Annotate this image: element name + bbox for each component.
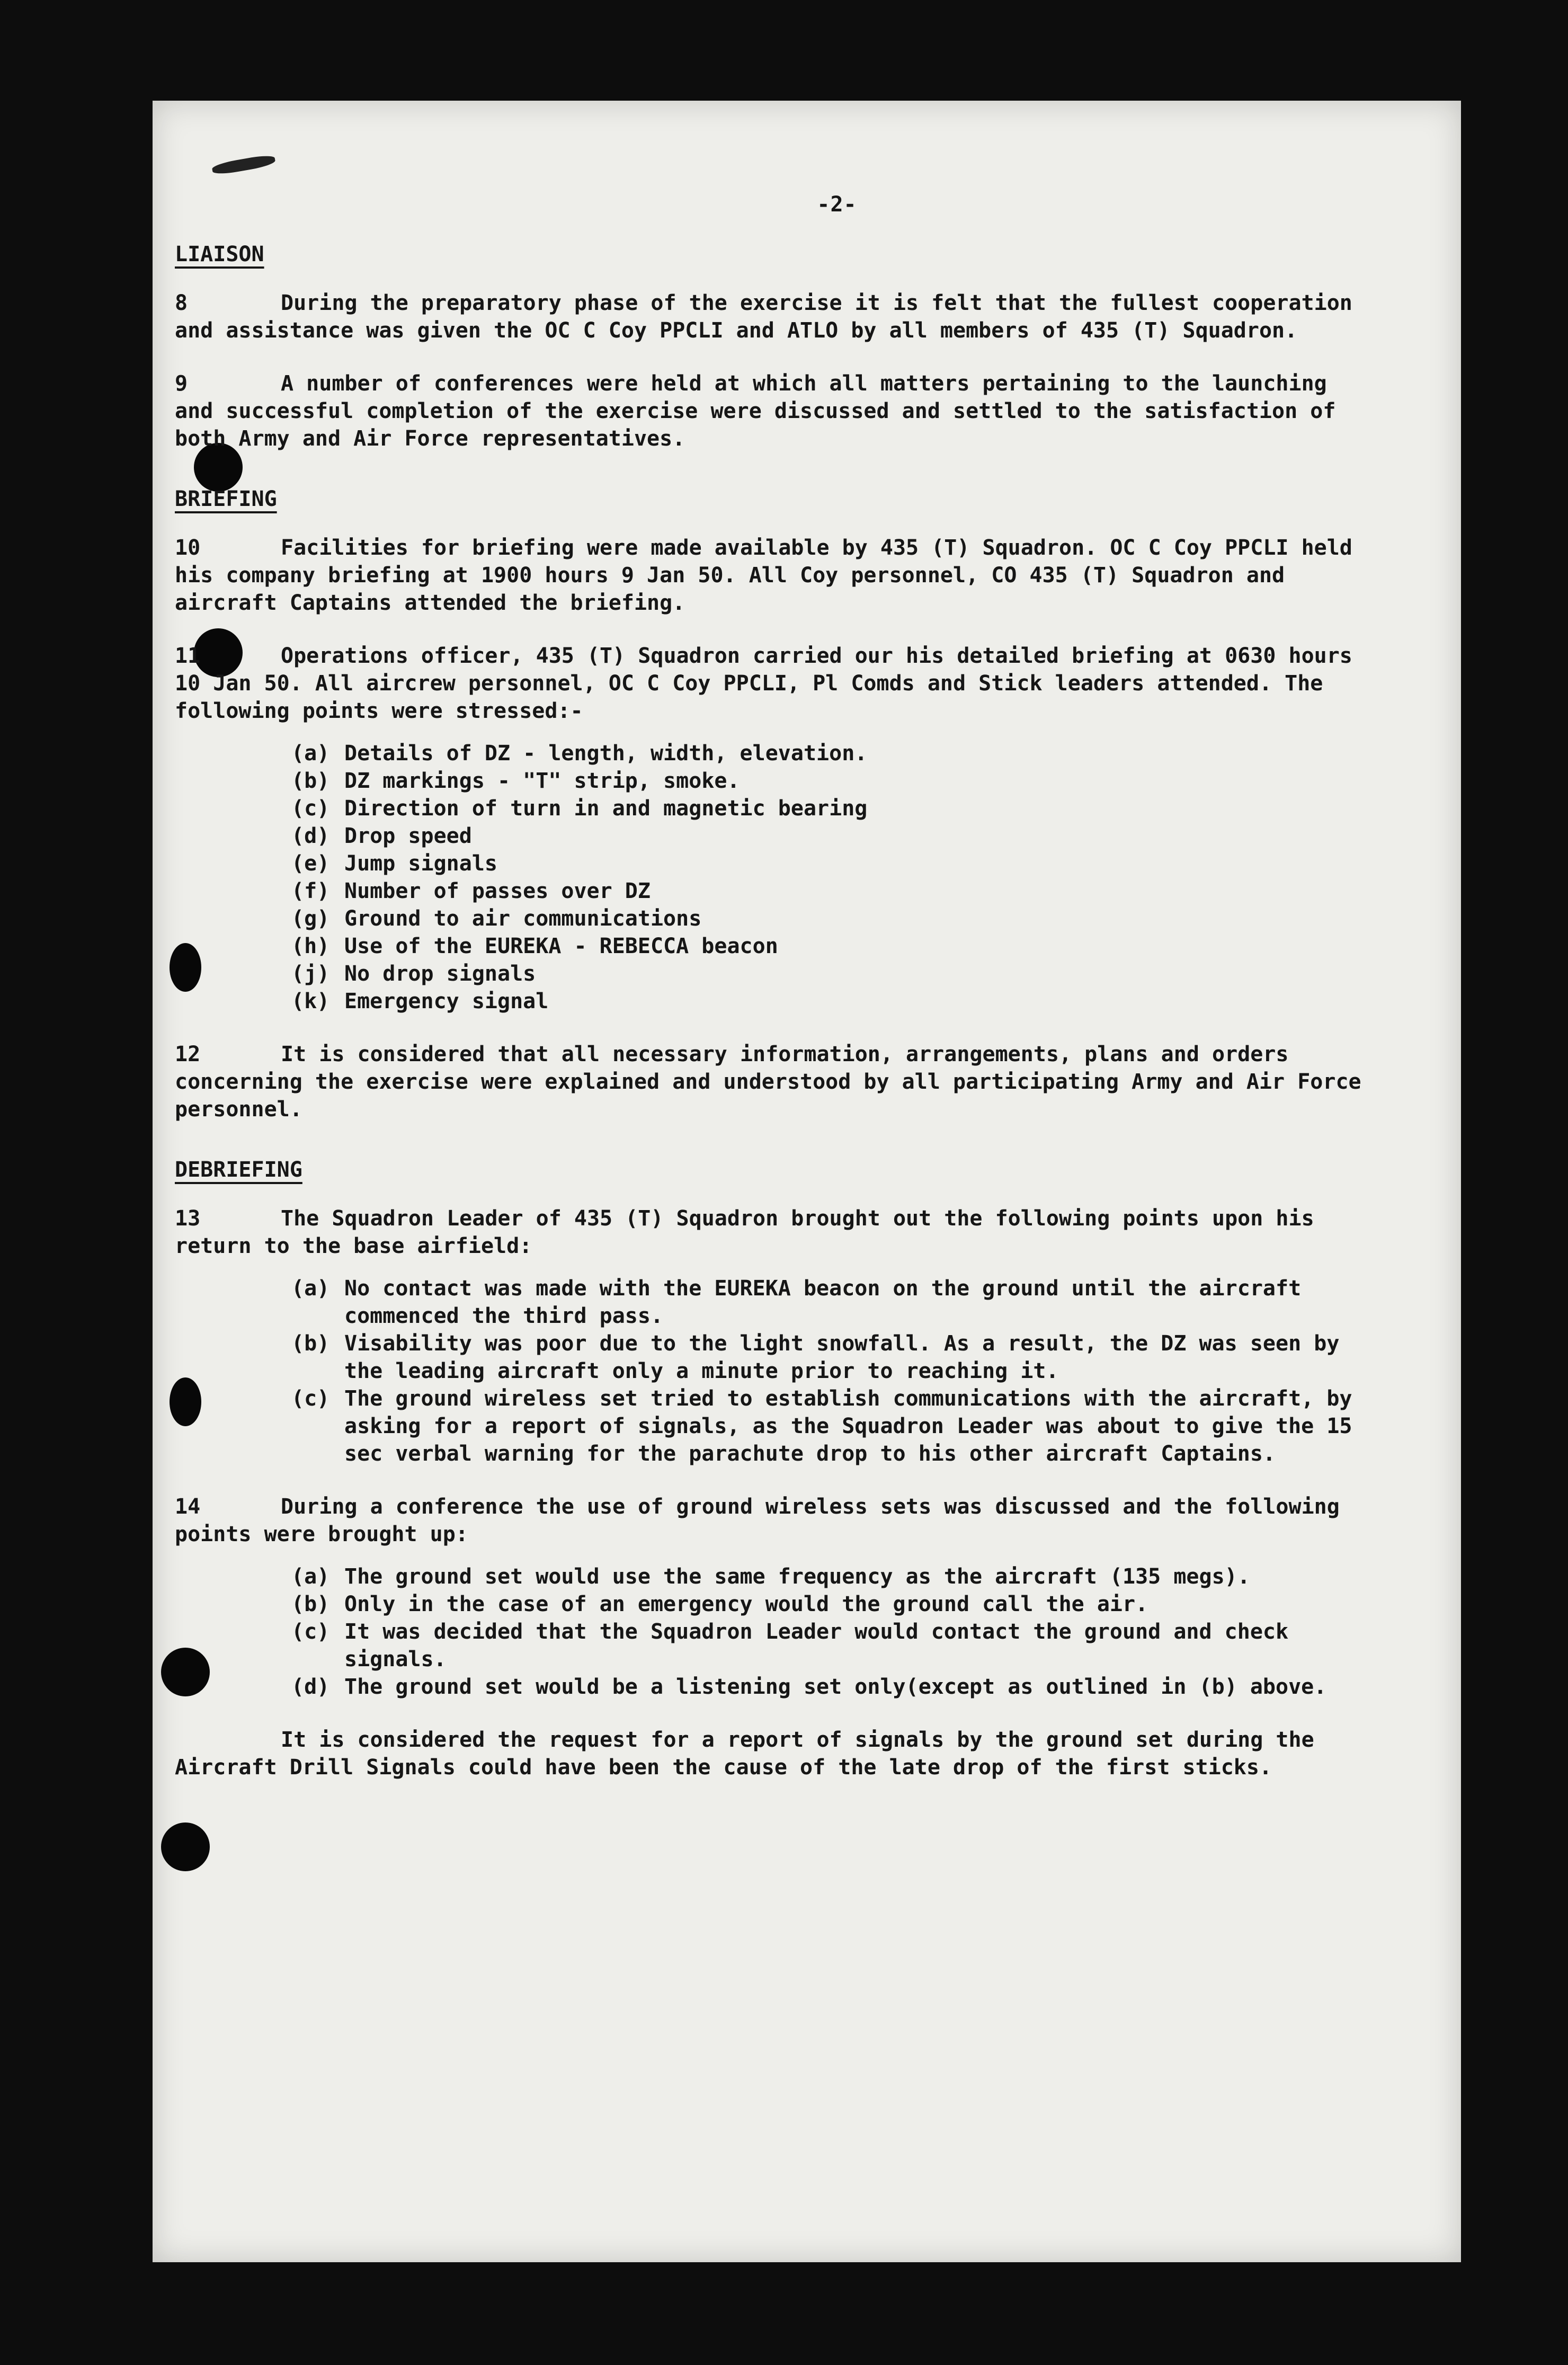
paragraph-13 — [175, 1205, 1361, 1260]
paragraph-text: During the preparatory phase of the exercise it is felt that the fullest cooperation and assistance was given the OC C Coy PPCLI and ATLO by all members of 435 (T) Squadron. — [175, 291, 1352, 343]
paragraph-14 — [175, 1493, 1361, 1548]
item-text: Emergency signal — [344, 989, 549, 1013]
punch-hole-6 — [161, 1822, 210, 1871]
item-label: (a) — [291, 1276, 330, 1301]
item-label: (j) — [291, 962, 330, 986]
paragraph-text: During a conference the use of ground wireless sets was discussed and the following points were brought up: — [175, 1495, 1340, 1546]
section-heading-briefing: BRIEFING — [175, 487, 277, 511]
section-heading-liaison: LIAISON — [175, 242, 264, 266]
paragraph-number: 10 — [175, 536, 201, 560]
list-item — [291, 905, 1361, 932]
list-item — [291, 1673, 1361, 1701]
item-label: (b) — [291, 769, 330, 793]
paragraph-number: 9 — [175, 371, 188, 396]
item-label: (k) — [291, 989, 330, 1013]
list-item — [291, 795, 1361, 822]
paragraph-9 — [175, 370, 1361, 452]
item-label: (b) — [291, 1331, 330, 1356]
conference-points-list — [291, 1563, 1361, 1701]
item-label: (a) — [291, 741, 330, 766]
paragraph-text: The Squadron Leader of 435 (T) Squadron brought out the following points upon his return to the base airfield: — [175, 1206, 1314, 1258]
item-label: (c) — [291, 1620, 330, 1644]
item-label: (g) — [291, 906, 330, 931]
section-heading-debriefing: DEBRIEFING — [175, 1158, 302, 1182]
paragraph-text: It is considered the request for a report of signals by the ground set during the Aircraft Drill Signals could have been the cause of the late drop of the first sticks. — [175, 1728, 1314, 1780]
item-text: Direction of turn in and magnetic bearing — [344, 796, 868, 821]
list-item — [291, 740, 1361, 767]
item-text: Use of the EUREKA - REBECCA beacon — [344, 934, 778, 958]
item-label: (c) — [291, 796, 330, 821]
item-text: DZ markings - "T" strip, smoke. — [344, 769, 740, 793]
item-text: Number of passes over DZ — [344, 879, 651, 903]
list-item — [291, 932, 1361, 960]
paragraph-text: A number of conferences were held at which all matters pertaining to the launching and successful completion of the exercise were discussed and settled to the satisfaction of both Army and Air Force representatives. — [175, 371, 1336, 451]
paragraph-8 — [175, 289, 1361, 344]
list-item — [291, 1590, 1361, 1618]
paragraph-number: 12 — [175, 1042, 201, 1066]
item-label: (a) — [291, 1564, 330, 1589]
page-number: -2- — [817, 192, 857, 217]
debriefing-points-list — [291, 1275, 1361, 1468]
item-label: (h) — [291, 934, 330, 958]
item-label: (f) — [291, 879, 330, 903]
paragraph-number: 8 — [175, 291, 188, 315]
paragraph-text: Facilities for briefing were made available by 435 (T) Squadron. OC C Coy PPCLI held his company briefing at 1900 hours 9 Jan 50. All Coy personnel, CO 435 (T) Squadron and aircraft Captains attended the briefing. — [175, 536, 1352, 615]
item-text: It was decided that the Squadron Leader would contact the ground and check signals. — [344, 1620, 1289, 1671]
paragraph-text: Operations officer, 435 (T) Squadron carried our his detailed briefing at 0630 hours 10 Jan 50. All aircrew personnel, OC C Coy PPCLI, Pl Comds and Stick leaders attended. The following points were stressed:- — [175, 644, 1352, 723]
list-item — [291, 850, 1361, 877]
item-text: Drop speed — [344, 824, 472, 848]
document-body — [175, 191, 1361, 1807]
paragraph-number: 13 — [175, 1206, 201, 1231]
list-item — [291, 1275, 1361, 1330]
list-item — [291, 877, 1361, 905]
item-text: Details of DZ - length, width, elevation. — [344, 741, 868, 766]
paragraph-text: It is considered that all necessary information, arrangements, plans and orders concerning the exercise were explained and understood by all participating Army and Air Force personnel. — [175, 1042, 1361, 1122]
list-item — [291, 1385, 1361, 1468]
item-text: Jump signals — [344, 851, 497, 876]
item-label: (d) — [291, 1675, 330, 1699]
list-item — [291, 767, 1361, 795]
item-label: (e) — [291, 851, 330, 876]
item-text: Only in the case of an emergency would the ground call the air. — [344, 1592, 1148, 1616]
paragraph-number: 14 — [175, 1495, 201, 1519]
list-item — [291, 1618, 1361, 1673]
item-text: The ground set would use the same frequency as the aircraft (135 megs). — [344, 1564, 1250, 1589]
item-text: Visability was poor due to the light snowfall. As a result, the DZ was seen by the leading aircraft only a minute prior to reaching it. — [344, 1331, 1340, 1383]
item-text: Ground to air communications — [344, 906, 702, 931]
item-label: (c) — [291, 1386, 330, 1411]
list-item — [291, 1330, 1361, 1385]
item-label: (d) — [291, 824, 330, 848]
paragraph-number: 11 — [175, 644, 201, 668]
briefing-points-list — [291, 740, 1361, 1015]
closing-paragraph — [175, 1726, 1361, 1781]
item-text: The ground set would be a listening set only(except as outlined in (b) above. — [344, 1675, 1327, 1699]
paragraph-10 — [175, 534, 1361, 617]
item-label: (b) — [291, 1592, 330, 1616]
list-item — [291, 988, 1361, 1015]
item-text: The ground wireless set tried to establish communications with the aircraft, by asking for a report of signals, as the Squadron Leader was about to give the 15 sec verbal warning for the parachute drop to his other aircraft Captains. — [344, 1386, 1352, 1466]
list-item — [291, 822, 1361, 850]
paragraph-12 — [175, 1041, 1361, 1123]
item-text: No contact was made with the EUREKA beacon on the ground until the aircraft commenced the third pass. — [344, 1276, 1302, 1328]
list-item — [291, 1563, 1361, 1590]
paragraph-11 — [175, 642, 1361, 725]
item-text: No drop signals — [344, 962, 536, 986]
list-item — [291, 960, 1361, 988]
